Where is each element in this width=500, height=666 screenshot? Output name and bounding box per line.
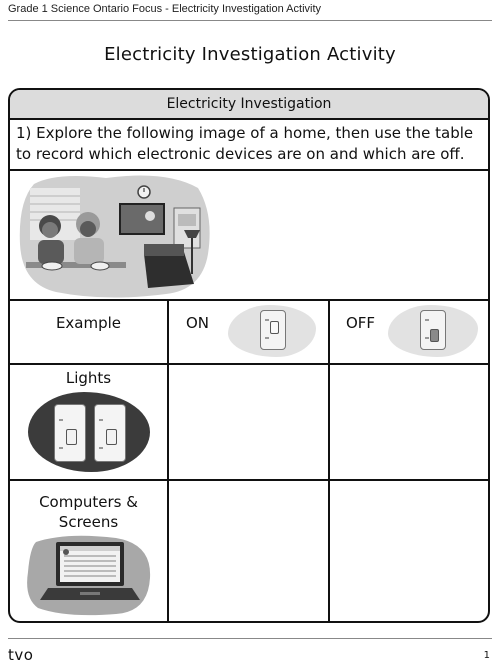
worksheet-card [8,88,490,623]
computers-row-label-line2: Screens [58,513,119,531]
off-column-header: OFF [346,314,376,332]
worksheet-heading: Electricity Investigation [10,90,488,120]
document-header: Grade 1 Science Ontario Focus - Electricity Investigation Activity [8,3,322,15]
light-switch-on-icon [260,310,286,350]
row-divider-2 [10,479,488,481]
computers-row-label [10,492,167,532]
laptop-icon [26,534,154,616]
page-title: Electricity Investigation Activity [104,44,396,65]
instruction-text: 1) Explore the following image of a home, then use the table to record which electronic devices are on and which are off. [16,124,474,163]
home-scene-illustration [16,174,212,298]
row-divider-1 [10,363,488,365]
on-column-header: ON [186,314,210,332]
example-column-header: Example [55,314,122,332]
light-switch-off-icon [420,310,446,350]
page-number: 1 [483,650,490,661]
instruction-divider [10,169,488,171]
column-divider-1 [167,299,169,621]
header-divider [8,20,492,21]
illustration-divider [10,299,488,301]
footer-divider [8,638,492,639]
lights-row-label: Lights [65,369,112,387]
computers-row-label-line1: Computers & [39,493,138,511]
tvo-logo: tvo [8,646,34,664]
lights-backdrop [28,392,150,472]
light-switch-icon [94,404,126,462]
light-switch-icon [54,404,86,462]
column-divider-2 [328,299,330,621]
